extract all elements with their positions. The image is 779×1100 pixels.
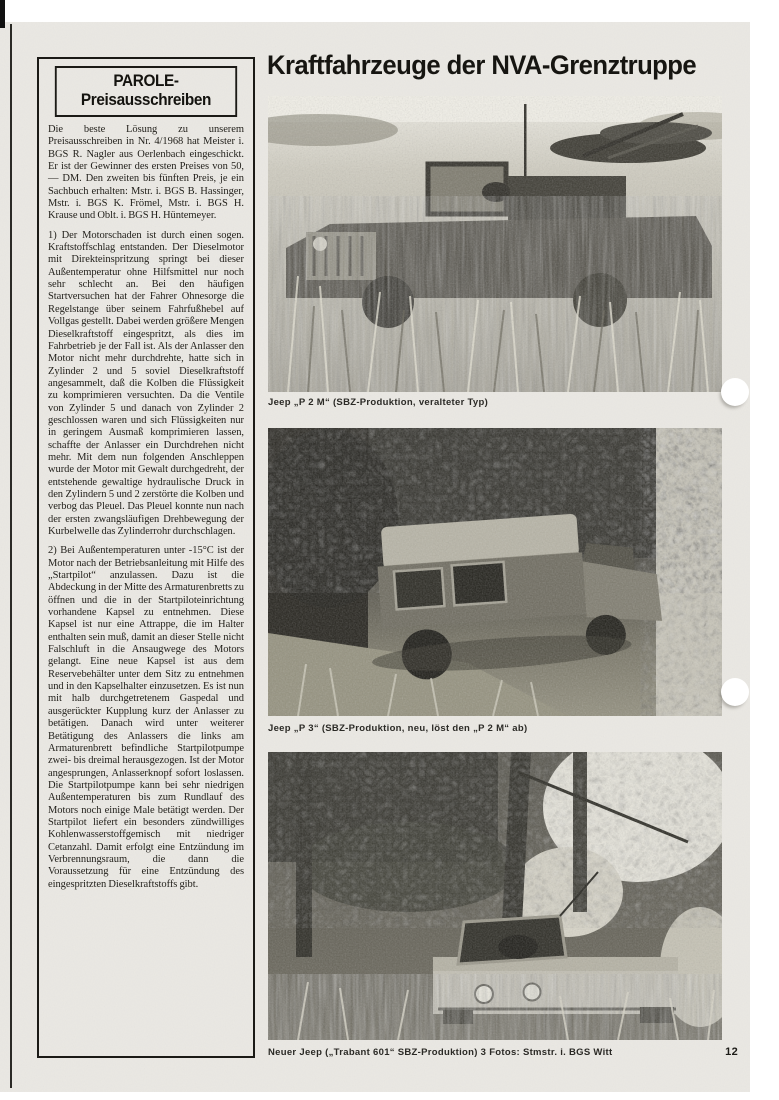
photo-jeep-p2m-image bbox=[268, 96, 722, 392]
photo-caption-trabant bbox=[268, 1046, 738, 1058]
photo-trabant-601 bbox=[268, 752, 722, 1040]
parole-paragraph-2: 1) Der Motorschaden ist durch einen sogen. Kraftstoffschlag entstanden. Der Dieselmotor mit Direkteinspritzung springt bei dieser Außentemperatur ohne Hilfsmittel nur noch sehr schlecht an. Bei den häufigen Startversuchen hat der Fahrer Ohnesorge die Regelstange über seinem Fahrfußhebel auf Vollgas gestellt. Dabei werden größere Mengen Dieselkraftstoff eingespritzt, als dies im Fahrbetrieb je der Fall ist. Als der Anlasser den Motor nicht mehr durchdrehte, hatte sich in Zylinder 2 und 5 soviel Dieselkraftstoff angesammelt, daß die Kolben die Flüssigkeit zu komprimieren versuchten. Da die Ventile von Zylinder 5 und danach von Zylinder 2 geschlossen waren und sich Flüssigkeiten nur in geringem Ausmaß komprimieren lassen, schaffte der Anlasser ein Durchdrehen nicht mehr. Mit dem nun folgenden Anschleppen wurde der Motor mit Gewalt durchgedreht, der entstehende gewaltige hydraulische Druck in den Zylindern 5 und 2 zerstörte die Kolben und verbog das Pleuel. Das Pleuel konnte nun nach der ersten zwangsläufigen Drehbewegung der Kurbelwelle das Zylinderrohr durchschlagen. bbox=[48, 229, 244, 537]
photo-jeep-p2m bbox=[268, 96, 722, 392]
photo-trabant-601-image bbox=[268, 752, 722, 1040]
photo-caption-trabant-text: Neuer Jeep („Trabant 601“ SBZ-Produktion) 3 Fotos: Stmstr. i. BGS Witt bbox=[268, 1047, 613, 1058]
parole-paragraph-1: Die beste Lösung zu unserem Preisausschreiben in Nr. 4/1968 hat Meister i. BGS R. Nagler aus Oerlenbach eingeschickt. Er ist der Gewinner des ersten Preises von 50,— DM. Den zweiten bis fünften Preis, je ein Sachbuch erhalten: Mstr. i. BGS B. Hassinger, Mstr. i. BGS K. Frömel, Mstr. i. BGS H. Krause und Oblt. i. BGS H. Hüntemeyer. bbox=[48, 124, 244, 222]
parole-article-box bbox=[37, 57, 255, 1058]
spine-rule-line bbox=[10, 24, 12, 1088]
punch-hole-bottom bbox=[721, 678, 749, 706]
page-number: 12 bbox=[725, 1046, 738, 1058]
photo-jeep-p3 bbox=[268, 428, 722, 716]
scan-corner-mark bbox=[0, 0, 5, 28]
parole-paragraph-3: 2) Bei Außentemperaturen unter -15°C ist der Motor nach der Betriebsanleitung mit Hilfe des „Startpilot“ anzulassen. Dazu ist die Abdeckung in der Mitte des Armaturenbretts zu öffnen und die in der Startpiloteinrichtung vorhandene Kapsel zu entnehmen. Diese Kapsel ist nur eine Attrappe, die im Halter enthalten sein muß, damit an dieser Stelle nicht Falschluft in die Ansaugwege des Motors gelangt. Eine neue Kapsel ist aus dem Reservebehälter unter dem Sitz zu entnehmen und in den Kapselhalter einzusetzen. Es ist nun mit halb durchgetretenem Gaspedal und ausgerückter Kupplung kurz der Anlasser zu betätigen. Danach wird unter weiterer Betätigung des Anlassers die links am Armaturenbrett befindliche Startpilotpumpe zwei- bis dreimal herausgezogen. Ist der Motor angesprungen, Anlasserknopf sofort loslassen. Die Startpilotpumpe kann bei sehr niedrigen Außentemperaturen bis zum Rundlauf des Motors noch einige Male betätigt werden. Der Startpilot liefert ein besonders zündwilliges Kohlenwasserstoffgemisch mit niedriger Cetanzahl. Damit erfolgt eine Entzündung im Verbrennungsraum, die dann die Voraussetzung für eine Entzündung des eingespritzten Dieselkraftstoffs gibt. bbox=[48, 545, 244, 890]
parole-article-heading: PAROLE-Preisausschreiben bbox=[55, 66, 237, 117]
page-title: Kraftfahrzeuge der NVA-Grenztruppe bbox=[267, 50, 697, 80]
photo-caption-p3: Jeep „P 3“ (SBZ-Produktion, neu, löst den „P 2 M“ ab) bbox=[268, 723, 528, 734]
photo-caption-p2m: Jeep „P 2 M“ (SBZ-Produktion, veralteter Typ) bbox=[268, 397, 489, 408]
photo-jeep-p3-image bbox=[268, 428, 722, 716]
punch-hole-top bbox=[721, 378, 749, 406]
